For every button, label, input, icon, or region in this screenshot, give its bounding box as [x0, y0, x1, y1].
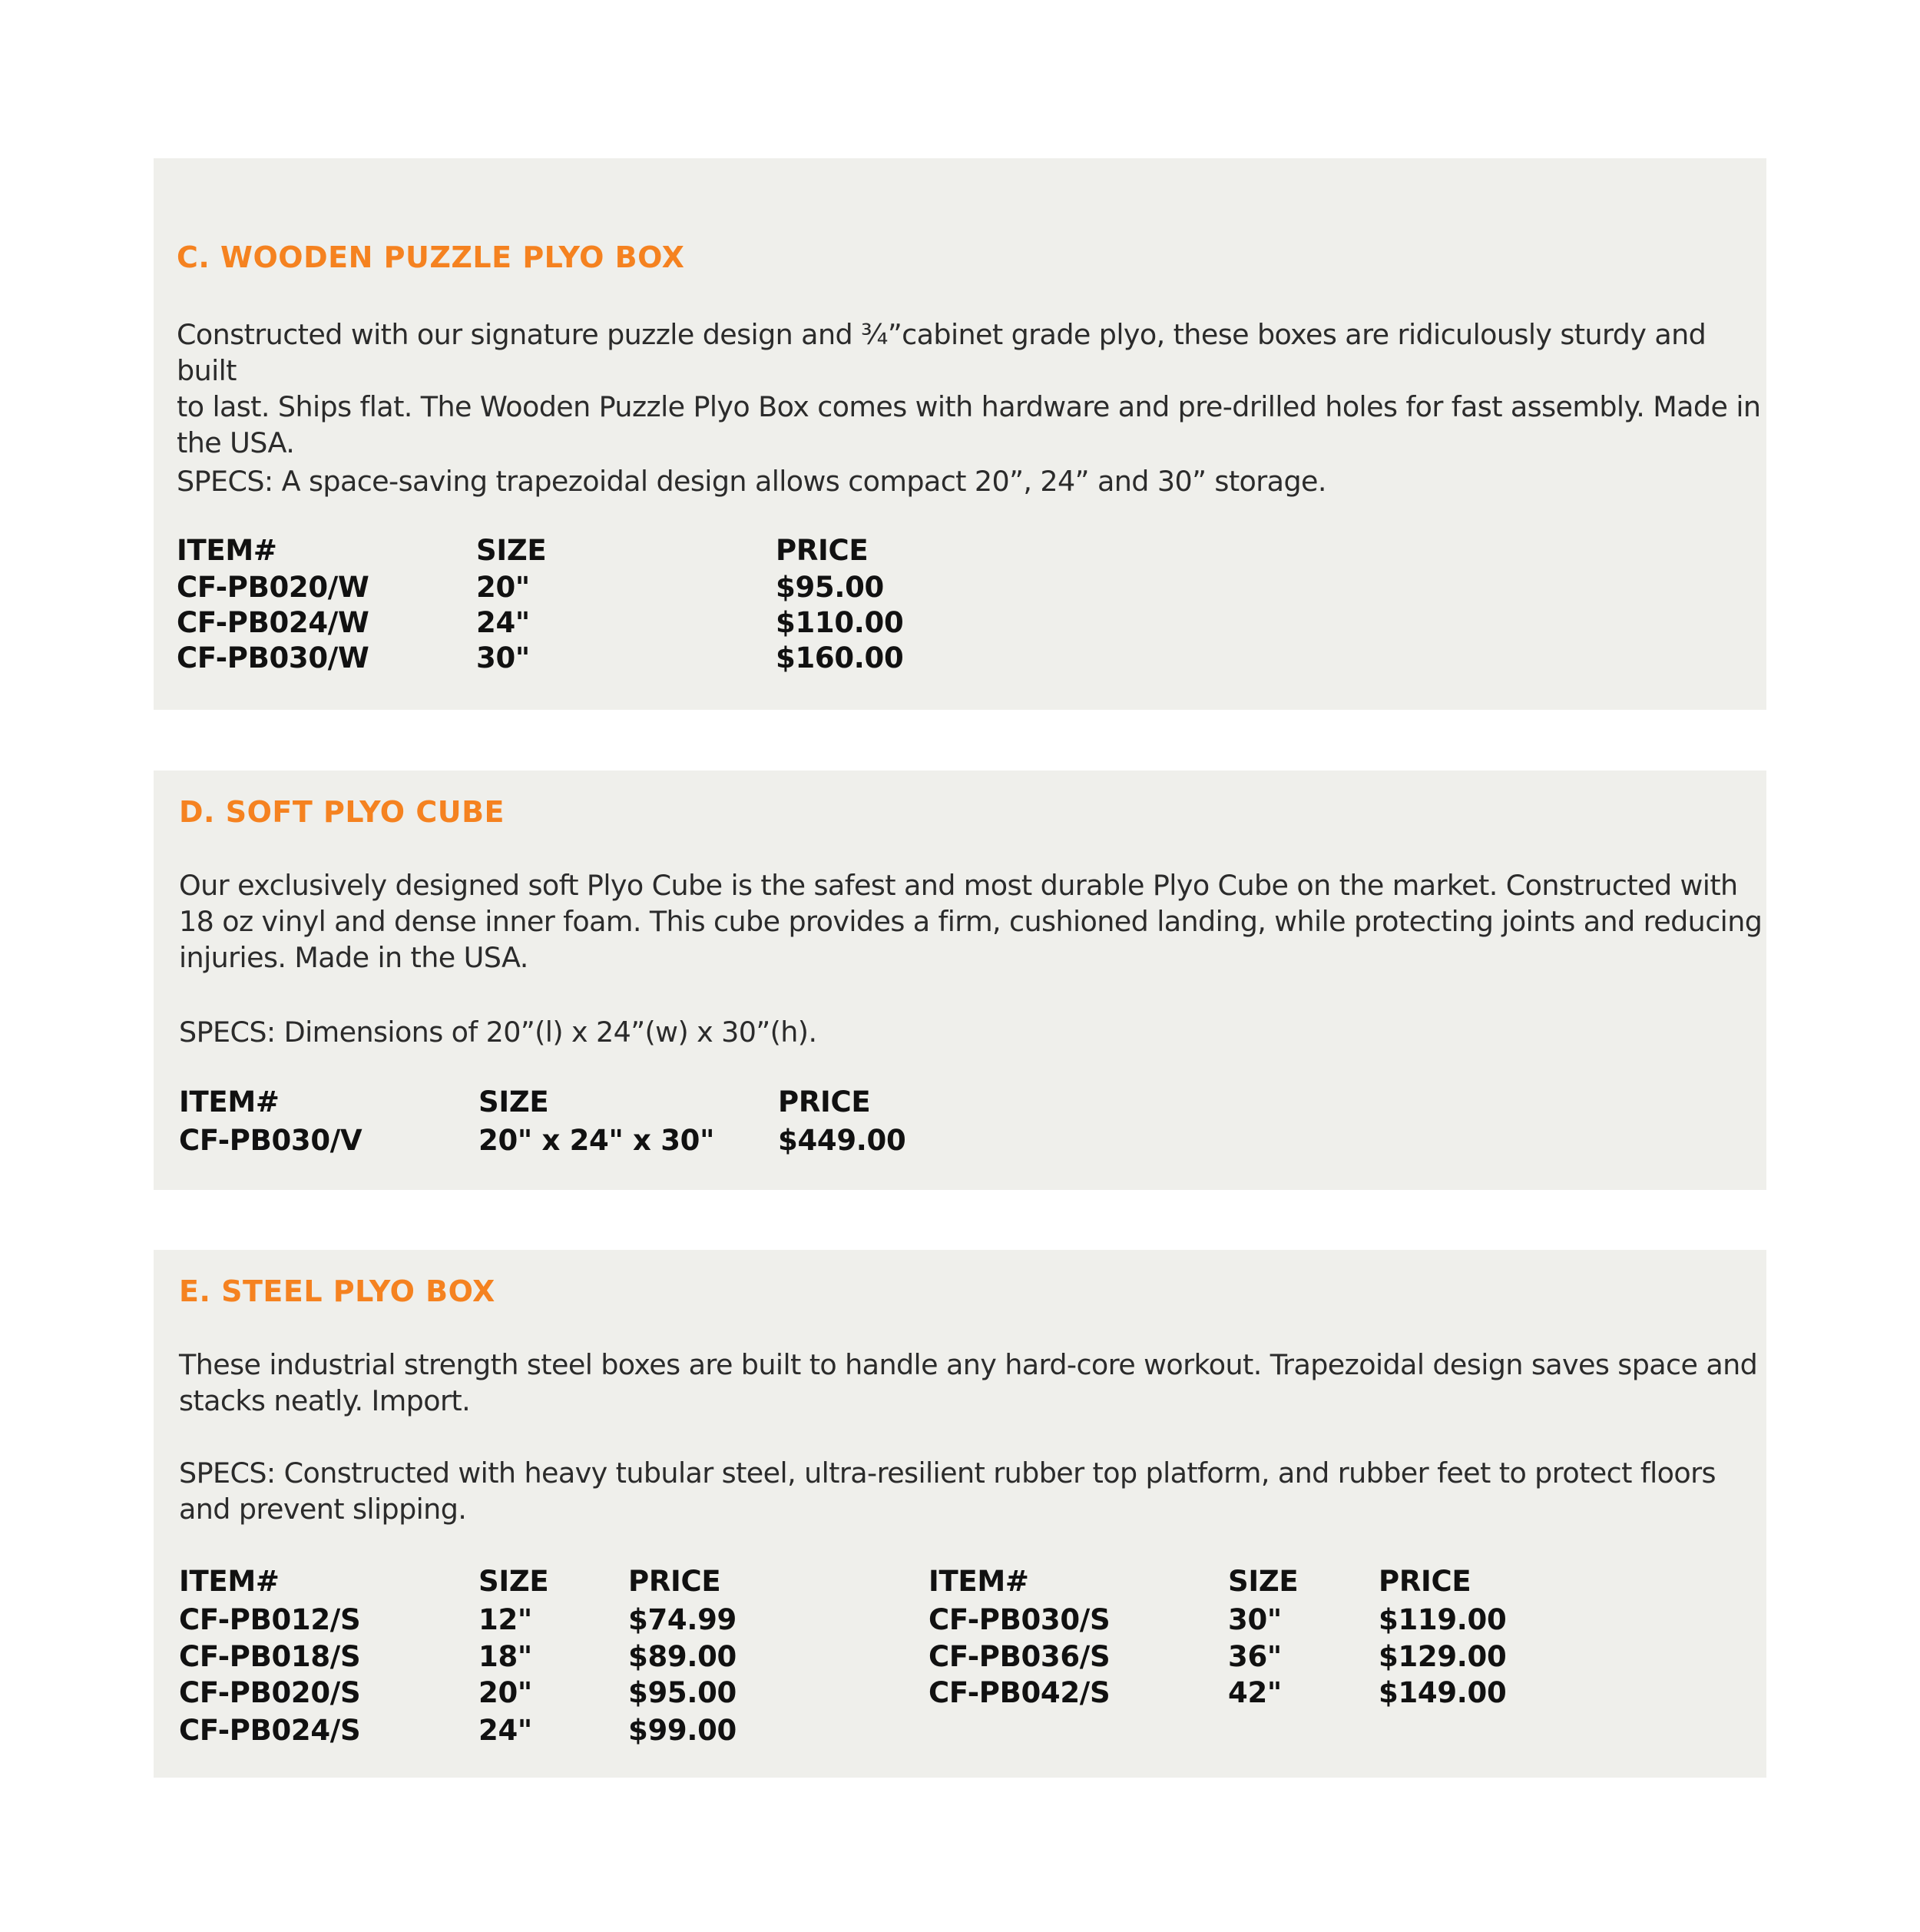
- table-cell-price: $119.00: [1379, 1603, 1507, 1636]
- table-cell-size: 36": [1228, 1640, 1282, 1673]
- table-cell-size: 18": [478, 1640, 532, 1673]
- table-cell-item: CF-PB012/S: [179, 1603, 361, 1636]
- table-header-size: SIZE: [478, 1085, 549, 1118]
- table-cell-item: CF-PB042/S: [929, 1676, 1111, 1709]
- table-cell-size: 30": [1228, 1603, 1282, 1636]
- table-cell-size: 30": [476, 641, 530, 674]
- product-panel-soft-plyo-cube: [154, 770, 1766, 1190]
- product-panel-wooden-puzzle-plyo-box: [154, 158, 1766, 710]
- table-cell-item: CF-PB020/S: [179, 1676, 361, 1709]
- table-header-item: ITEM#: [177, 534, 277, 567]
- table-header-item: ITEM#: [179, 1565, 280, 1598]
- table-cell-item: CF-PB036/S: [929, 1640, 1111, 1673]
- table-cell-price: $129.00: [1379, 1640, 1507, 1673]
- section-title: E. STEEL PLYO BOX: [179, 1274, 495, 1308]
- description-line: Our exclusively designed soft Plyo Cube is the safest and most durable Plyo Cube on the market. Constructed with: [179, 869, 1738, 902]
- product-description: [179, 1347, 1776, 1419]
- description-line: These industrial strength steel boxes are built to handle any hard-core workout. Trapezoidal design saves space and: [179, 1348, 1758, 1381]
- table-cell-size: 20" x 24" x 30": [478, 1124, 715, 1157]
- table-cell-size: 42": [1228, 1676, 1282, 1709]
- product-panel-steel-plyo-box: [154, 1250, 1766, 1778]
- section-title: D. SOFT PLYO CUBE: [179, 795, 505, 829]
- table-cell-price: $89.00: [628, 1640, 737, 1673]
- specs-line: SPECS: Constructed with heavy tubular steel, ultra-resilient rubber top platform, and rubber feet to protect floors: [179, 1456, 1716, 1490]
- table-header-item: ITEM#: [179, 1085, 280, 1118]
- table-cell-size: 12": [478, 1603, 532, 1636]
- table-cell-item: CF-PB030/V: [179, 1124, 362, 1157]
- specs-line: and prevent slipping.: [179, 1493, 467, 1526]
- table-cell-price: $110.00: [776, 606, 904, 639]
- product-specs: [179, 1455, 1776, 1527]
- table-header-price: PRICE: [628, 1565, 721, 1598]
- table-cell-item: CF-PB024/S: [179, 1714, 361, 1747]
- table-cell-price: $449.00: [778, 1124, 906, 1157]
- table-cell-item: CF-PB018/S: [179, 1640, 361, 1673]
- table-header-price: PRICE: [776, 534, 869, 567]
- product-description: [177, 316, 1774, 461]
- description-line: 18 oz vinyl and dense inner foam. This cube provides a firm, cushioned landing, while protecting joints and reducing: [179, 905, 1763, 938]
- description-line: to last. Ships flat. The Wooden Puzzle Plyo Box comes with hardware and pre-drilled holes for fast assembly. Made in: [177, 390, 1761, 423]
- product-description: [179, 867, 1776, 976]
- product-specs: [179, 1014, 1776, 1050]
- table-cell-price: $160.00: [776, 641, 904, 674]
- table-cell-item: CF-PB030/S: [929, 1603, 1111, 1636]
- table-header-price: PRICE: [1379, 1565, 1471, 1598]
- table-cell-price: $99.00: [628, 1714, 737, 1747]
- table-cell-item: CF-PB024/W: [177, 606, 369, 639]
- table-cell-price: $95.00: [776, 571, 884, 604]
- table-header-size: SIZE: [1228, 1565, 1299, 1598]
- table-header-size: SIZE: [476, 534, 547, 567]
- description-line: injuries. Made in the USA.: [179, 941, 528, 974]
- description-line: Constructed with our signature puzzle design and ¾”cabinet grade plyo, these boxes are ridiculously sturdy and built: [177, 318, 1706, 387]
- table-header-item: ITEM#: [929, 1565, 1029, 1598]
- table-cell-item: CF-PB020/W: [177, 571, 369, 604]
- table-cell-price: $95.00: [628, 1676, 737, 1709]
- table-cell-size: 20": [478, 1676, 532, 1709]
- specs-line: SPECS: A space-saving trapezoidal design allows compact 20”, 24” and 30” storage.: [177, 465, 1326, 498]
- table-cell-price: $74.99: [628, 1603, 737, 1636]
- table-header-size: SIZE: [478, 1565, 549, 1598]
- product-specs: [177, 463, 1774, 499]
- description-line: the USA.: [177, 426, 295, 459]
- table-cell-item: CF-PB030/W: [177, 641, 369, 674]
- table-cell-size: 24": [478, 1714, 532, 1747]
- description-line: stacks neatly. Import.: [179, 1384, 471, 1417]
- section-title: C. WOODEN PUZZLE PLYO BOX: [177, 240, 685, 274]
- table-header-price: PRICE: [778, 1085, 871, 1118]
- specs-line: SPECS: Dimensions of 20”(l) x 24”(w) x 30”(h).: [179, 1016, 817, 1049]
- table-cell-price: $149.00: [1379, 1676, 1507, 1709]
- table-cell-size: 20": [476, 571, 530, 604]
- table-cell-size: 24": [476, 606, 530, 639]
